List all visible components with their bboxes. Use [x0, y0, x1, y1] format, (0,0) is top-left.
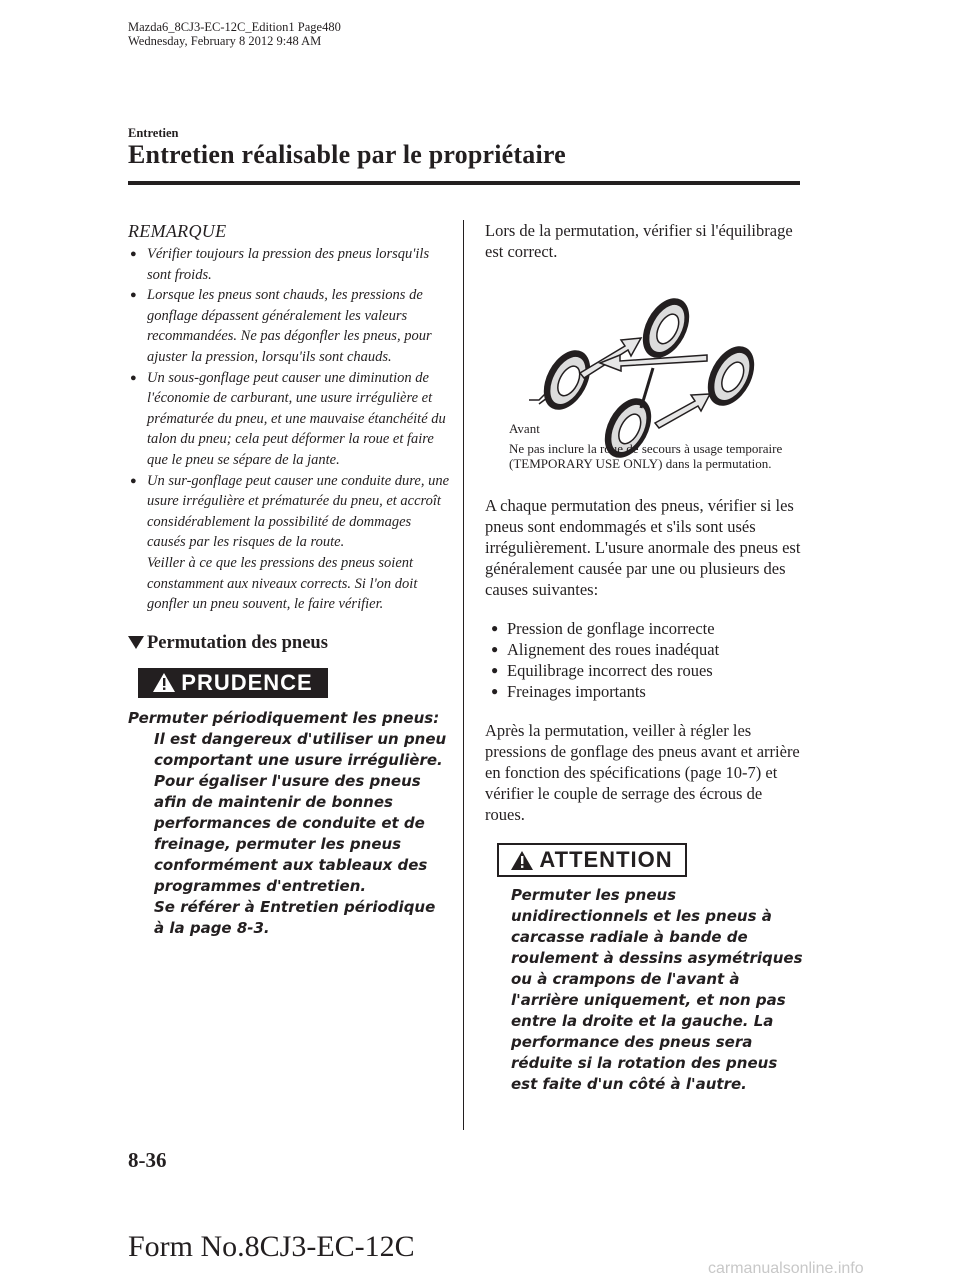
- prudence-text: [128, 708, 450, 939]
- column-divider: [463, 220, 464, 1130]
- figure-label-avant: Avant: [509, 421, 540, 436]
- bullet-icon: ●: [130, 248, 137, 260]
- cause-item: ● Freinages importants: [491, 682, 646, 701]
- attention-text: Permuter les pneus unidirectionnels et les pneus à carcasse radiale à bande de roulement à dessins asymétriques ou à crampons de l'avant à l'arrière uniquement, et non pas entre la droite et la gauche. La performance des pneus sera réduite si la rotation des pneus est faite d'un côté à l'autre.: [511, 886, 803, 1093]
- cause-item: ● Equilibrage incorrect des roues: [491, 661, 713, 680]
- remark-item: ● Un sous-gonflage peut causer une diminution de l'économie de carburant, une usure irrégulière et prématurée du pneu, et une mauvaise étanchéité du talon du pneu; cela peut déformer la roue et faire que le pneu se sépare de la jante.: [130, 369, 446, 468]
- bullet-icon: ●: [491, 663, 499, 677]
- tire-rear-left-icon: [534, 342, 599, 417]
- warning-icon: [511, 851, 533, 870]
- prudence-banner: [138, 668, 328, 698]
- prudence-lead: Permuter périodiquement les pneus:: [128, 708, 440, 727]
- tire-front-left-icon: [633, 290, 698, 365]
- remark-item: ● Vérifier toujours la pression des pneus lorsqu'ils sont froids.: [130, 246, 430, 283]
- remark-item: ● Un sur-gonflage peut causer une conduite dure, une usure irrégulière et prématurée du pneu, et accroît considérablement la possibilité de dommages causés par les risques de la route. Veiller à ce que les pressions des pneus soient constamment aux niveaux corrects. Si l'on doit gonfler un pneu souvent, le faire vérifier.: [130, 472, 450, 613]
- causes-list: [485, 618, 803, 702]
- remark-title: REMARQUE: [128, 221, 227, 241]
- prudence-label: PRUDENCE: [181, 669, 313, 695]
- remark-item: ● Lorsque les pneus sont chauds, les pressions de gonflage dépassent généralement les valeurs recommandées. Ne pas dégonfler les pneus, pour ajuster la pression, lorsqu'ils sont chauds.: [130, 287, 432, 365]
- attention-label: ATTENTION: [539, 847, 673, 872]
- triangle-down-icon: [128, 636, 144, 649]
- bullet-icon: ●: [491, 684, 499, 698]
- print-header-date: Wednesday, February 8 2012 9:48 AM: [128, 34, 322, 48]
- page-title: Entretien réalisable par le propriétaire: [128, 140, 566, 169]
- page-number: 8-36: [128, 1148, 167, 1172]
- figure-caption: Ne pas inclure la roue de secours à usage temporaire (TEMPORARY USE ONLY) dans la permutation.: [509, 441, 783, 471]
- cause-item: ● Alignement des roues inadéquat: [491, 640, 720, 659]
- rotation-heading: Permutation des pneus: [128, 631, 450, 655]
- right-column: [485, 220, 803, 1095]
- bullet-icon: ●: [491, 642, 499, 656]
- bullet-icon: ●: [130, 371, 137, 384]
- print-header-file: Mazda6_8CJ3-EC-12C_Edition1 Page480: [128, 20, 341, 34]
- cause-item: ● Pression de gonflage incorrecte: [491, 619, 715, 638]
- bullet-icon: ●: [130, 289, 137, 302]
- rotation-intro: Lors de la permutation, vérifier si l'équilibrage est correct.: [485, 221, 793, 261]
- arrow-down-right-icon: [655, 394, 710, 428]
- remark-list: [128, 244, 450, 615]
- tire-rotation-diagram: [485, 268, 803, 493]
- left-column: [128, 220, 450, 939]
- after-rotation-paragraph: Après la permutation, veiller à régler les pressions de gonflage des pneus avant et arrière en fonction des spécifications (page 10-7) et vérifier le couple de serrage des écrous de roues.: [485, 721, 800, 824]
- tire-front-right-icon: [698, 338, 763, 413]
- prudence-body: Il est dangereux d'utiliser un pneu comportant une usure irrégulière. Pour égaliser l'usure des pneus afin de maintenir de bonnes performances de conduite et de freinage, permuter les pneus conformément aux tableaux des programmes d'entretien. Se référer à Entretien périodique à la page 8-3.: [154, 729, 447, 937]
- section-label: Entretien: [128, 126, 179, 140]
- watermark: carmanualsonline.info: [708, 1260, 864, 1277]
- attention-banner: [497, 843, 687, 877]
- cross-line: [641, 368, 653, 408]
- form-number: Form No.8CJ3-EC-12C: [128, 1230, 415, 1263]
- title-rule: [128, 181, 800, 185]
- warning-icon: [153, 673, 175, 692]
- inspection-paragraph: A chaque permutation des pneus, vérifier si les pneus sont endommagés et s'ils sont usés irrégulièrement. L'usure anormale des pneus est généralement causée par une ou plusieurs des causes suivantes:: [485, 496, 801, 599]
- bullet-icon: ●: [491, 621, 499, 635]
- bullet-icon: ●: [130, 474, 137, 487]
- print-header: [128, 20, 341, 48]
